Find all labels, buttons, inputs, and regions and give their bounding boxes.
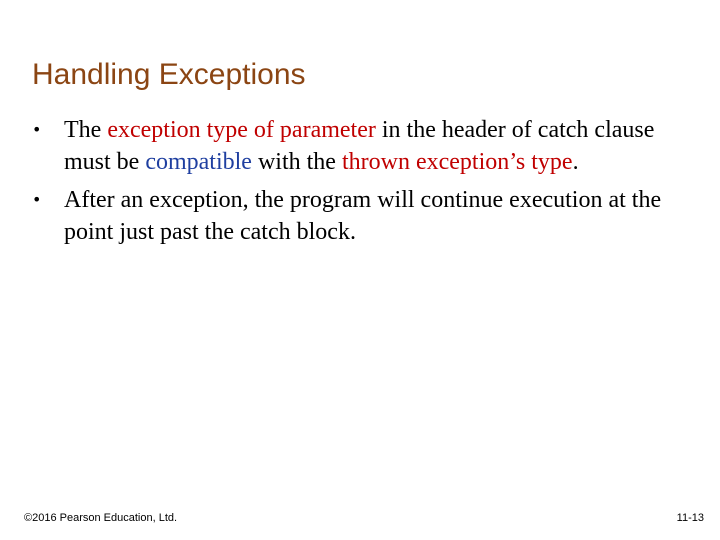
page-number: 11-13 bbox=[676, 512, 704, 524]
text-segment: with the bbox=[251, 149, 342, 175]
text-segment: After an exception, the program will continue execution at the point just past the catch block. bbox=[64, 187, 662, 245]
highlight-compatible: compatible bbox=[145, 149, 252, 175]
footer-copyright: ©2016 Pearson Education, Ltd. bbox=[24, 512, 178, 524]
bullet-list bbox=[32, 114, 672, 254]
highlight-exception-type: exception type of parameter bbox=[107, 117, 376, 143]
bullet-icon: • bbox=[32, 120, 42, 139]
bullet-item-2 bbox=[32, 184, 672, 248]
bullet-icon: • bbox=[32, 190, 42, 209]
text-segment: in the header of catch clause must be bbox=[64, 117, 655, 175]
text-segment: . bbox=[572, 149, 579, 175]
highlight-thrown-type: thrown exception’s type bbox=[341, 149, 573, 175]
slide-title: Handling Exceptions bbox=[32, 58, 306, 91]
bullet-text bbox=[64, 117, 654, 175]
text-segment: The bbox=[64, 117, 108, 143]
bullet-text bbox=[64, 187, 661, 245]
bullet-item-1 bbox=[32, 114, 672, 178]
